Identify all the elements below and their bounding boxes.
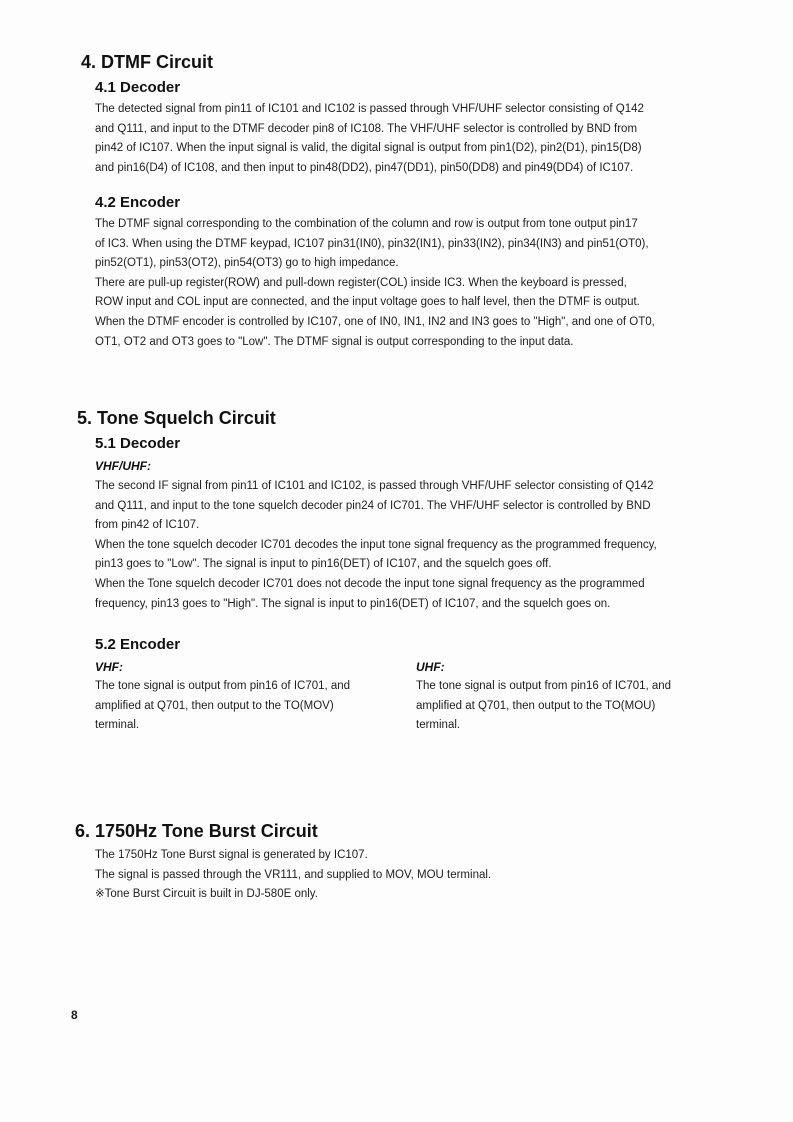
text-line: There are pull-up register(ROW) and pull-down register(COL) inside IC3. When the keyboard is pressed,: [95, 276, 627, 289]
text-line: The 1750Hz Tone Burst signal is generated by IC107.: [95, 849, 368, 861]
section-5-title: 5. Tone Squelch Circuit: [77, 408, 276, 428]
text-line: and Q111, and input to the tone squelch decoder pin24 of IC701. The VHF/UHF selector is controlled by BND: [95, 499, 651, 512]
text-line: frequency, pin13 goes to "High". The signal is input to pin16(DET) of IC107, and the squelch goes on.: [95, 597, 611, 610]
text-line: The tone signal is output from pin16 of IC701, and: [95, 680, 351, 692]
section-4-1-title: 4.1 Decoder: [95, 79, 181, 96]
text-line: terminal.: [95, 719, 140, 732]
uhf-encoder-body: [416, 677, 671, 736]
text-line: The tone signal is output from pin16 of IC701, and: [416, 680, 672, 692]
text-line: of IC3. When using the DTMF keypad, IC107 pin31(IN0), pin32(IN1), pin33(IN2), pin34(IN3) and pin51(OT0),: [95, 237, 649, 250]
text-line: and pin16(D4) of IC108, and then input to pin48(DD2), pin47(DD1), pin50(DD8) and pin49(DD4) of IC107.: [95, 161, 634, 174]
text-line: amplified at Q701, then output to the TO(MOV): [95, 699, 334, 712]
text-line: terminal.: [416, 719, 461, 732]
text-line: The signal is passed through the VR111, and supplied to MOV, MOU terminal.: [95, 868, 492, 881]
text-line: ROW input and COL input are connected, and the input voltage goes to half level, then the DTMF is output.: [95, 296, 640, 309]
text-line: from pin42 of IC107.: [95, 519, 200, 532]
vhf-uhf-label: VHF/UHF:: [95, 459, 151, 473]
text-line: The second IF signal from pin11 of IC101 and IC102, is passed through VHF/UHF selector consisting of Q142: [95, 480, 654, 492]
text-line: pin52(OT1), pin53(OT2), pin54(OT3) go to high impedance.: [95, 257, 399, 270]
text-line: When the Tone squelch decoder IC701 does not decode the input tone signal frequency as the programmed: [95, 577, 645, 590]
section-5-1-title: 5.1 Decoder: [95, 435, 181, 452]
section-4-1-body: [95, 100, 644, 178]
uhf-label: UHF:: [416, 660, 445, 674]
section-4-title: 4. DTMF Circuit: [81, 52, 214, 72]
text-line: pin13 goes to "Low". The signal is input to pin16(DET) of IC107, and the squelch goes off.: [95, 558, 552, 571]
page-number: 8: [71, 1008, 78, 1022]
text-line: The detected signal from pin11 of IC101 and IC102 is passed through VHF/UHF selector consisting of Q142: [95, 103, 644, 115]
text-line: When the tone squelch decoder IC701 decodes the input tone signal frequency as the programmed frequency,: [95, 538, 657, 551]
section-4-2-title: 4.2 Encoder: [95, 194, 181, 211]
text-line: The DTMF signal corresponding to the combination of the column and row is output from tone output pin17: [95, 218, 638, 230]
text-line: amplified at Q701, then output to the TO(MOU): [416, 699, 656, 712]
note-line: ※Tone Burst Circuit is built in DJ-580E only.: [95, 888, 318, 901]
text-line: pin42 of IC107. When the input signal is valid, the digital signal is output from pin1(D2), pin2(D1), pin15(D8): [95, 142, 642, 155]
vhf-label: VHF:: [95, 660, 123, 674]
section-5-1-body: [95, 477, 657, 614]
text-line: and Q111, and input to the DTMF decoder pin8 of IC108. The VHF/UHF selector is controlled by BND from: [95, 122, 638, 135]
text-line: OT1, OT2 and OT3 goes to "Low". The DTMF signal is output corresponding to the input data.: [95, 335, 574, 348]
section-6-title: 6. 1750Hz Tone Burst Circuit: [75, 821, 318, 841]
vhf-encoder-body: [95, 677, 350, 736]
section-4-2-body: [95, 215, 655, 352]
section-5-2-title: 5.2 Encoder: [95, 636, 181, 653]
section-6-body: [95, 846, 491, 905]
text-line: When the DTMF encoder is controlled by IC107, one of IN0, IN1, IN2 and IN3 goes to "High", and one of OT0,: [95, 315, 655, 328]
